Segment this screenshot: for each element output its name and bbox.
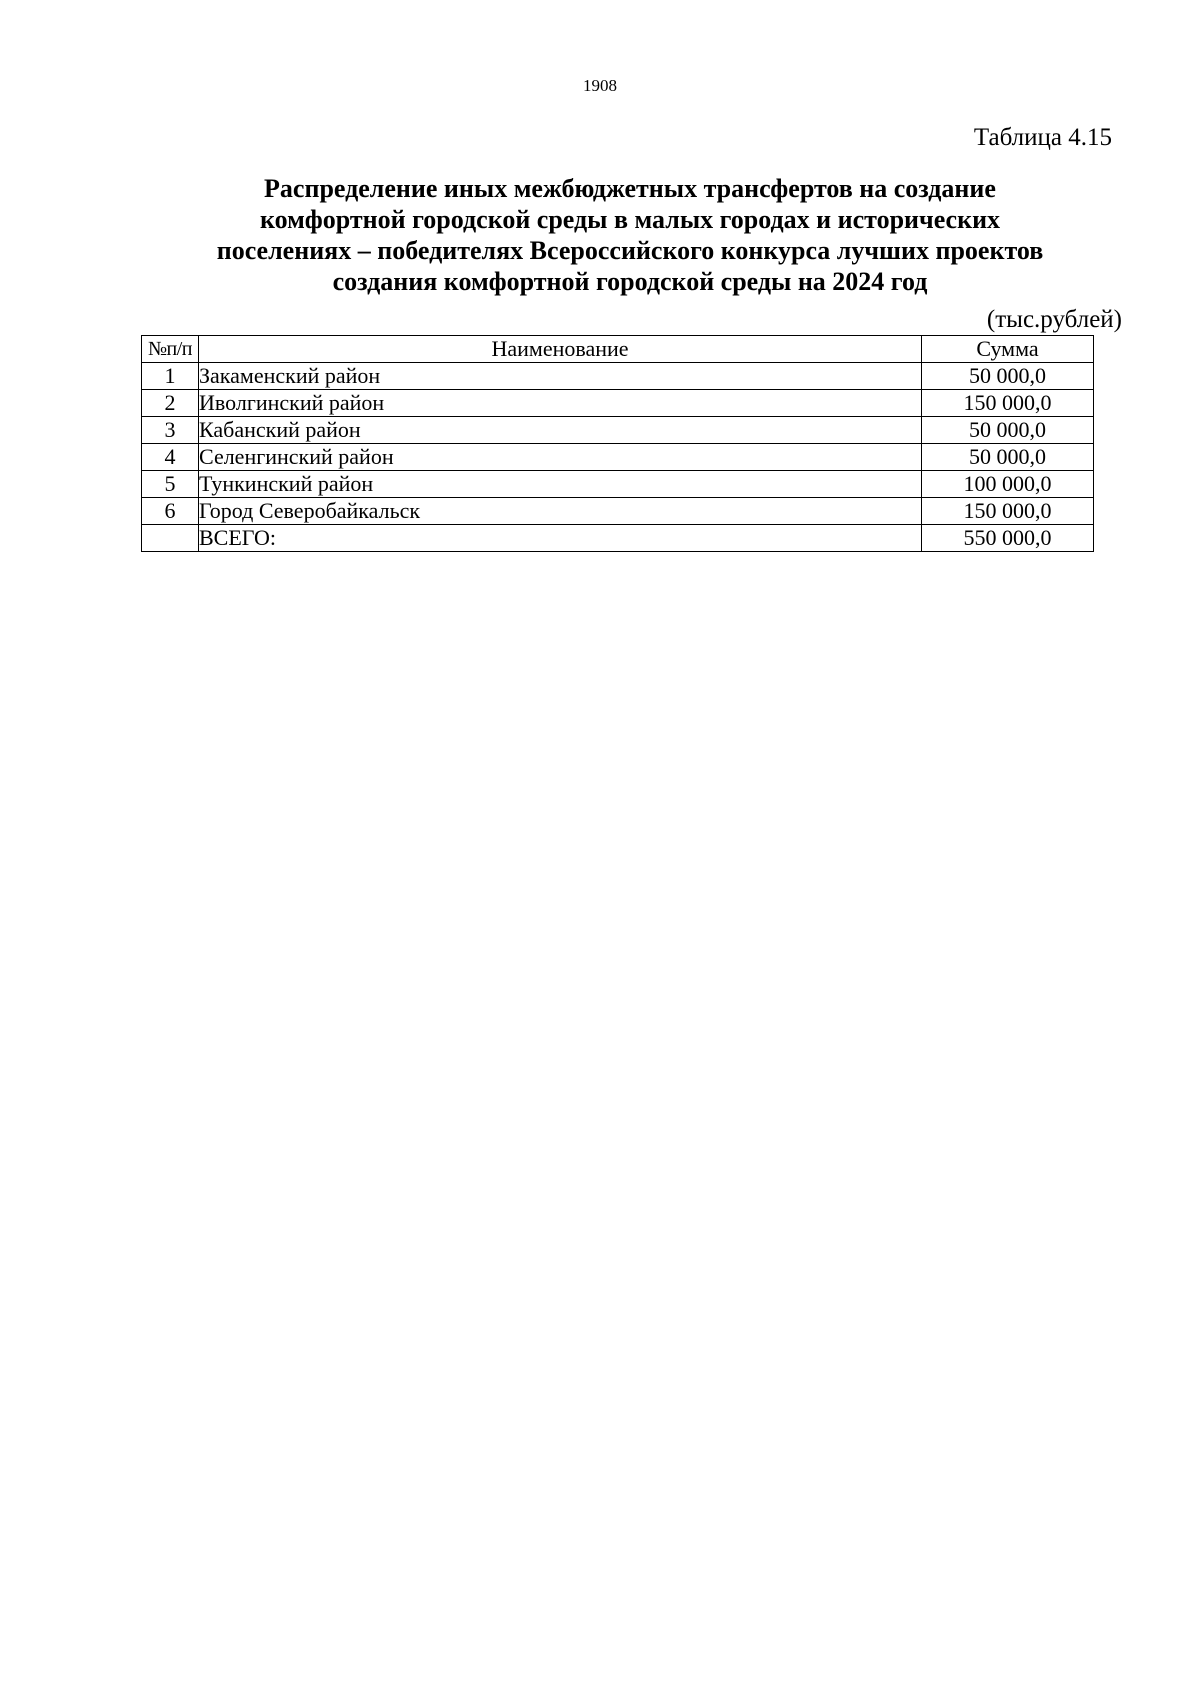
row-sum: 150 000,0 <box>922 498 1094 525</box>
table-row <box>142 363 1094 390</box>
units-label: (тыс.рублей) <box>986 306 1122 333</box>
table-header-row <box>142 336 1094 363</box>
row-num: 4 <box>142 444 199 471</box>
table-row <box>142 471 1094 498</box>
header-num: №п/п <box>142 336 199 363</box>
row-sum: 50 000,0 <box>922 444 1094 471</box>
row-sum: 150 000,0 <box>922 390 1094 417</box>
table-row <box>142 444 1094 471</box>
table-number: Таблица 4.15 <box>973 124 1112 151</box>
total-label: ВСЕГО: <box>199 525 922 552</box>
transfers-table <box>141 335 1094 552</box>
table-row <box>142 390 1094 417</box>
title-line: комфортной городской среды в малых городах и исторических <box>259 205 1001 234</box>
table-total-row <box>142 525 1094 552</box>
table-row <box>142 498 1094 525</box>
header-sum: Сумма <box>922 336 1094 363</box>
row-sum: 50 000,0 <box>922 363 1094 390</box>
row-name: Иволгинский район <box>199 390 922 417</box>
row-num: 1 <box>142 363 199 390</box>
row-sum: 100 000,0 <box>922 471 1094 498</box>
header-name: Наименование <box>199 336 922 363</box>
title-line: Распределение иных межбюджетных трансфертов на создание <box>264 174 996 203</box>
row-num: 5 <box>142 471 199 498</box>
row-name: Закаменский район <box>199 363 922 390</box>
table-row <box>142 417 1094 444</box>
row-num: 2 <box>142 390 199 417</box>
row-name: Селенгинский район <box>199 444 922 471</box>
row-name: Тункинский район <box>199 471 922 498</box>
page-number: 1908 <box>583 76 617 95</box>
title-line: создания комфортной городской среды на 2024 год <box>332 267 928 296</box>
title-line: поселениях – победителях Всероссийского конкурса лучших проектов <box>216 236 1044 265</box>
row-num: 6 <box>142 498 199 525</box>
row-name: Кабанский район <box>199 417 922 444</box>
row-sum: 50 000,0 <box>922 417 1094 444</box>
row-name: Город Северобайкальск <box>199 498 922 525</box>
document-title <box>130 173 1130 297</box>
total-sum: 550 000,0 <box>922 525 1094 552</box>
row-num: 3 <box>142 417 199 444</box>
total-num <box>142 525 199 552</box>
